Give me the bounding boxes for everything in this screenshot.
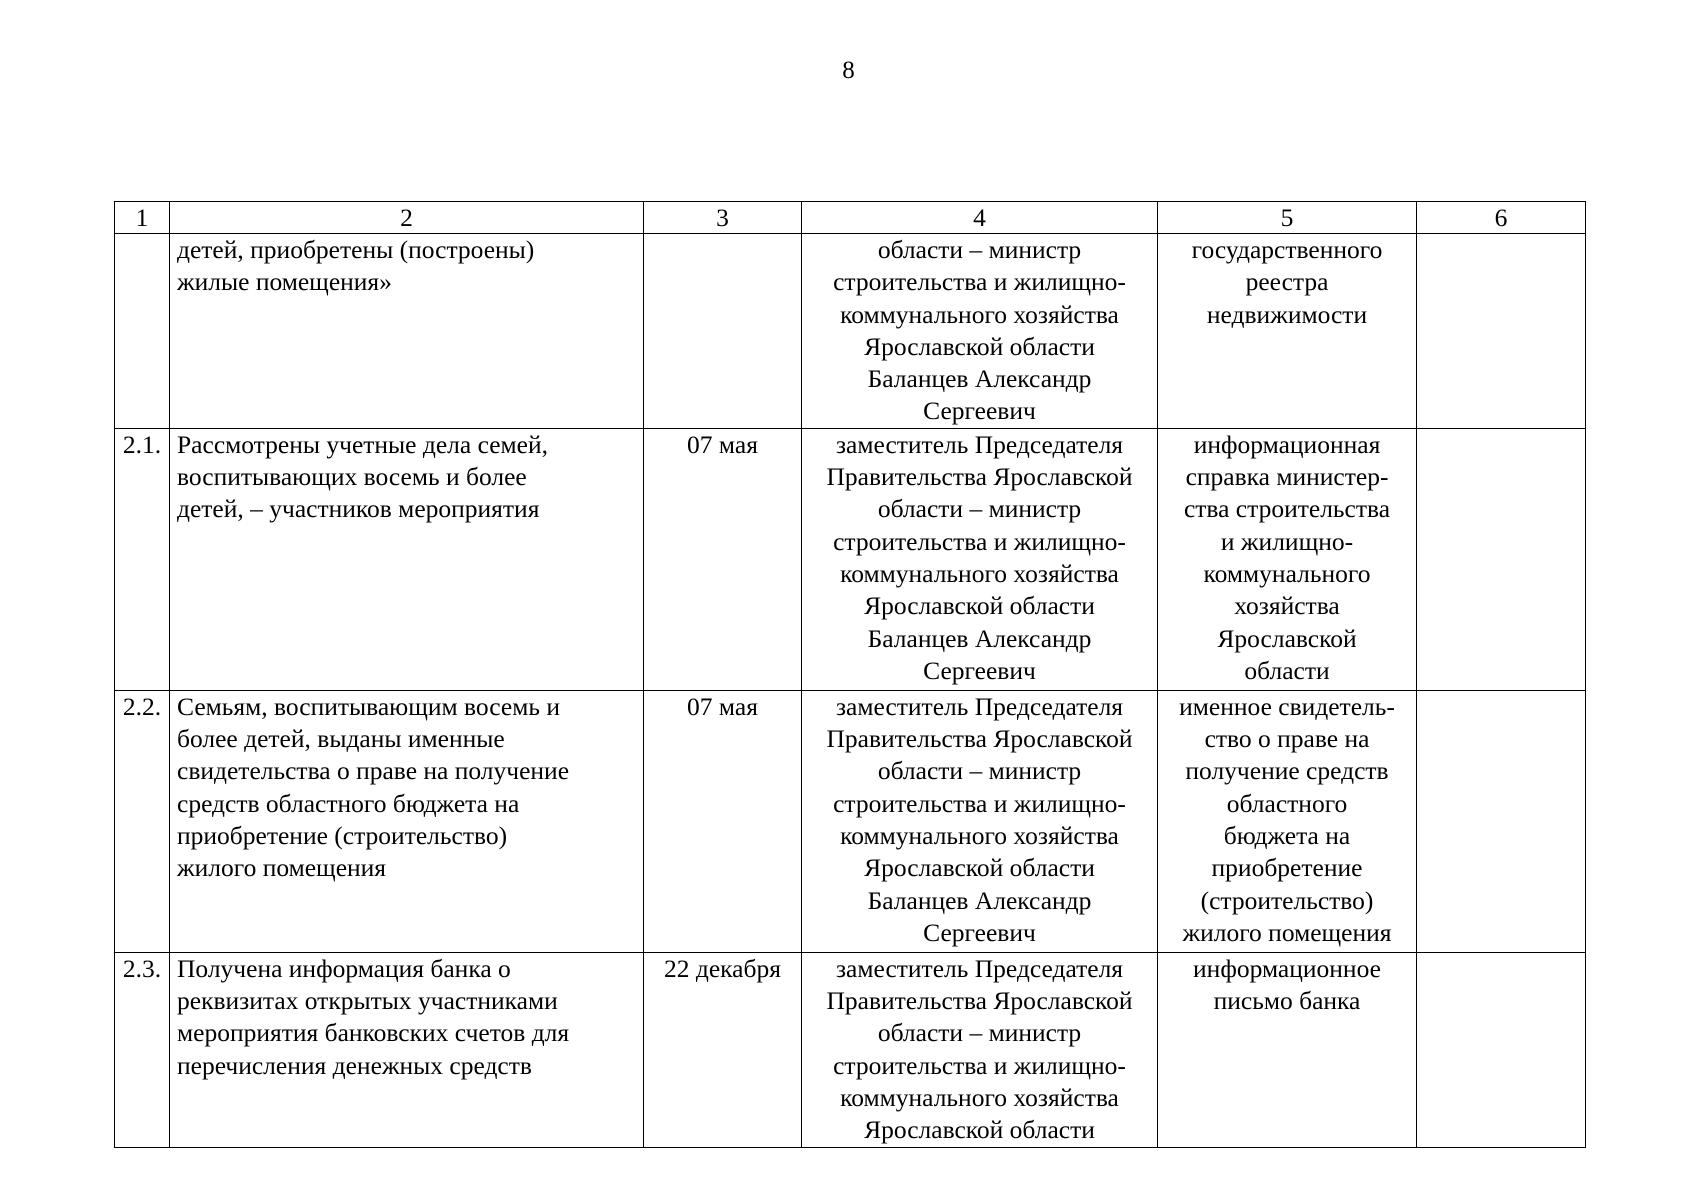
row-description: Получена информация банка о реквизитах открытых участниками мероприятия банковских счетов для перечисления денежных средств xyxy=(177,953,570,1080)
row-number: 2.1. xyxy=(122,429,162,459)
date-cell xyxy=(644,234,802,429)
row-responsible: заместитель Председателя Правительства Ярославской области – министр строительства и жилищно- коммунального хозяйства Ярославской области xyxy=(826,953,1133,1145)
row-number-cell xyxy=(115,690,170,952)
row-date: 22 декабря xyxy=(664,953,781,983)
note-cell xyxy=(1417,234,1586,429)
column-header: 2 xyxy=(170,202,644,234)
row-responsible: заместитель Председателя Правительства Ярославской области – министр строительства и жилищно- коммунального хозяйства Ярославской области Баланцев Александр Сергеевич xyxy=(826,429,1133,685)
responsible-cell xyxy=(802,428,1158,690)
row-number-cell xyxy=(115,234,170,429)
row-description: Рассмотрены учетные дела семей, воспитывающих восемь и более детей, – участников мероприятия xyxy=(177,429,549,524)
row-number: 2.3. xyxy=(122,953,162,983)
document-cell xyxy=(1158,428,1417,690)
row-description: Семьям, воспитывающим восемь и более детей, выданы именные свидетельства о праве на получение средств областного бюджета на приобретение (строительство) жилого помещения xyxy=(177,691,570,883)
row-document: именное свидетель- ство о праве на получение средств областного бюджета на приобретение (строительство) жилого помещения xyxy=(1179,691,1395,947)
row-description: детей, приобретены (построены) жилые помещения» xyxy=(177,235,535,297)
row-responsible: заместитель Председателя Правительства Ярославской области – министр строительства и жилищно- коммунального хозяйства Ярославской области Баланцев Александр Сергеевич xyxy=(826,691,1133,947)
row-number-cell xyxy=(115,952,170,1147)
table-row xyxy=(115,690,1586,952)
column-header: 6 xyxy=(1417,202,1586,234)
column-header: 1 xyxy=(115,202,170,234)
table-row xyxy=(115,234,1586,429)
note-cell xyxy=(1417,952,1586,1147)
date-cell xyxy=(644,428,802,690)
responsible-cell xyxy=(802,690,1158,952)
plan-table xyxy=(114,201,1586,1148)
responsible-cell xyxy=(802,234,1158,429)
document-cell xyxy=(1158,234,1417,429)
note-cell xyxy=(1417,428,1586,690)
description-cell xyxy=(170,234,644,429)
document-cell xyxy=(1158,690,1417,952)
table-row xyxy=(115,428,1586,690)
table-row xyxy=(115,952,1586,1147)
row-number: 2.2. xyxy=(122,691,162,721)
date-cell xyxy=(644,690,802,952)
table-header-row xyxy=(115,202,1586,234)
column-header: 3 xyxy=(644,202,802,234)
description-cell xyxy=(170,690,644,952)
document-cell xyxy=(1158,952,1417,1147)
column-header: 4 xyxy=(802,202,1158,234)
row-responsible: области – министр строительства и жилищно- коммунального хозяйства Ярославской области Баланцев Александр Сергеевич xyxy=(833,235,1126,426)
row-number-cell xyxy=(115,428,170,690)
date-cell xyxy=(644,952,802,1147)
description-cell xyxy=(170,428,644,690)
row-document: информационная справка министер- ства строительства и жилищно- коммунального хозяйства Ярославской области xyxy=(1183,429,1391,685)
row-document: государственного реестра недвижимости xyxy=(1191,235,1383,329)
page-number: 8 xyxy=(842,57,855,84)
description-cell xyxy=(170,952,644,1147)
row-document: информационное письмо банка xyxy=(1193,953,1381,1016)
row-date: 07 мая xyxy=(687,691,758,721)
row-date: 07 мая xyxy=(687,429,758,459)
note-cell xyxy=(1417,690,1586,952)
column-header: 5 xyxy=(1158,202,1417,234)
responsible-cell xyxy=(802,952,1158,1147)
